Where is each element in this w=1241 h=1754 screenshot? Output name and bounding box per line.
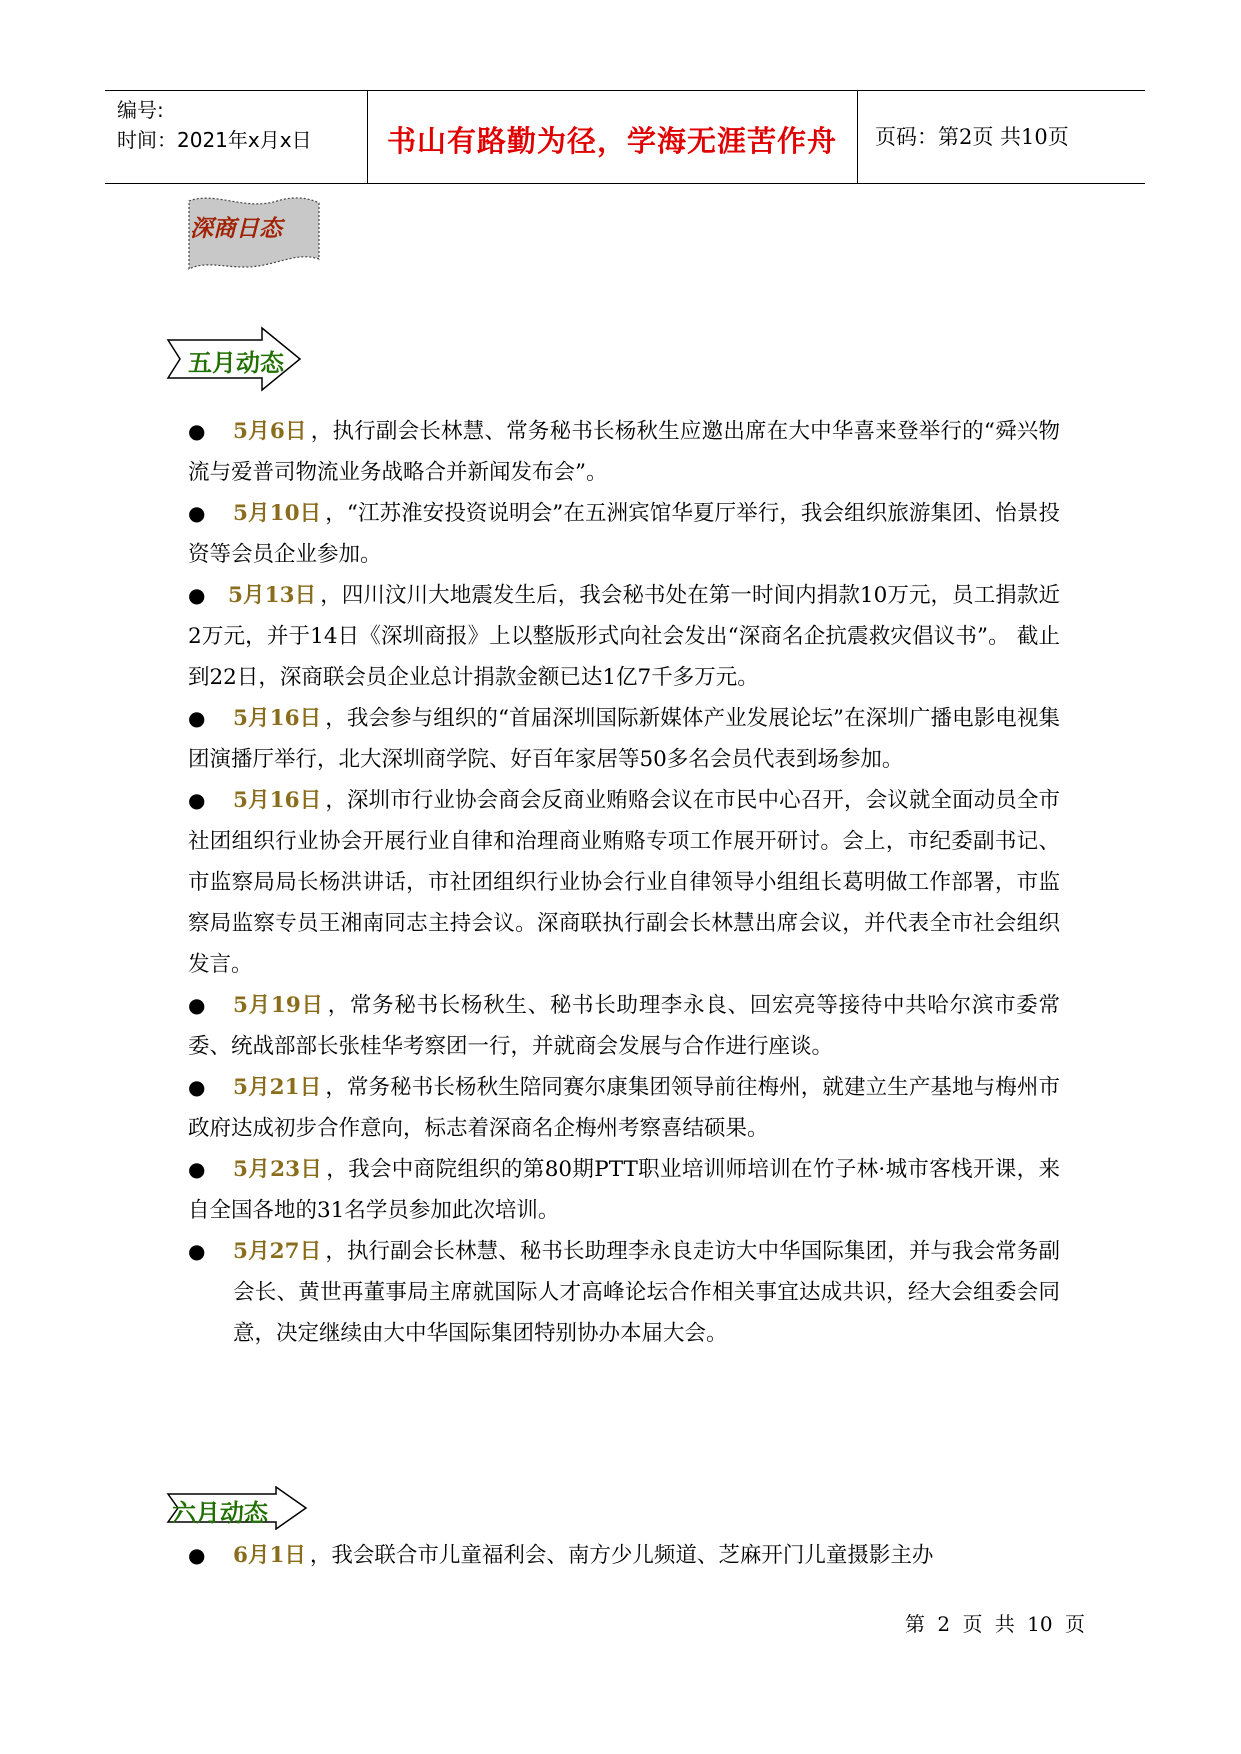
item-date: 5月6日 <box>233 419 307 444</box>
item-date: 5月19日 <box>233 993 324 1018</box>
item-date: 5月10日 <box>233 501 322 526</box>
bullet-icon: ● <box>188 1157 206 1181</box>
item-text: ，执行副会长林慧、常务秘书长杨秋生应邀出席在大中华喜来登举行的“舜兴物流与爱普司物流业务战略合并新闻发布会”。 <box>188 419 1061 485</box>
page-footer: 第 2 页 共 10 页 <box>905 1612 1085 1636</box>
list-item <box>188 1535 1060 1576</box>
list-item <box>188 698 1060 780</box>
list-item <box>188 1231 1060 1354</box>
section-title-may: 五月动态 <box>188 348 284 377</box>
list-item <box>188 1067 1060 1149</box>
header-page-number: 页码：第2页 共10页 <box>875 125 1069 149</box>
item-text: ，我会参与组织的“首届深圳国际新媒体产业发展论坛”在深圳广播电影电视集团演播厅举行，北大深圳商学院、好百年家居等50多名会员代表到场参加。 <box>188 706 1060 772</box>
news-list-june <box>188 1535 1060 1576</box>
item-date: 5月23日 <box>233 1157 323 1182</box>
list-item <box>188 780 1060 985</box>
page-header <box>105 90 1145 184</box>
item-text: ，我会中商院组织的第80期PTT职业培训师培训在竹子林·城市客栈开课，来自全国各地的31名学员参加此次培训。 <box>188 1157 1060 1223</box>
item-date: 5月21日 <box>233 1075 322 1100</box>
item-text: ，常务秘书长杨秋生陪同赛尔康集团领导前往梅州，就建立生产基地与梅州市政府达成初步合作意向，标志着深商名企梅州考察喜结硕果。 <box>188 1075 1060 1141</box>
item-text: ，深圳市行业协会商会反商业贿赂会议在市民中心召开，会议就全面动员全市社团组织行业协会开展行业自律和治理商业贿赂专项工作展开研讨。会上，市纪委副书记、市监察局局长杨洪讲话，市社团组织行业协会行业自律领导小组组长葛明做工作部署，市监察局监察专员王湘南同志主持会议。深商联执行副会长林慧出席会议，并代表全市社会组织发言。 <box>188 788 1060 977</box>
list-item <box>188 1149 1060 1231</box>
item-text: ，执行副会长林慧、秘书长助理李永良走访大中华国际集团，并与我会常务副会长、黄世再董事局主席就国际人才高峰论坛合作相关事宜达成共识，经大会组委会同意，决定继续由大中华国际集团特别协办本届大会。 <box>233 1239 1060 1346</box>
item-text: ，常务秘书长杨秋生、秘书长助理李永良、回宏亮等接待中共哈尔滨市委常委、统战部部长张桂华考察团一行，并就商会发展与合作进行座谈。 <box>188 993 1060 1059</box>
header-divider <box>857 91 858 183</box>
item-text: ，“江苏淮安投资说明会”在五洲宾馆华夏厅举行，我会组织旅游集团、怡景投资等会员企业参加。 <box>188 501 1060 567</box>
list-item <box>188 411 1060 493</box>
bullet-icon: ● <box>188 993 206 1017</box>
item-text: ，我会联合市儿童福利会、南方少儿频道、芝麻开门儿童摄影主办 <box>309 1543 934 1568</box>
list-item <box>188 493 1060 575</box>
item-date: 5月27日 <box>233 1239 322 1264</box>
list-item <box>188 575 1060 698</box>
item-date: 6月1日 <box>233 1543 306 1568</box>
bullet-icon: ● <box>188 706 206 730</box>
bullet-icon: ● <box>188 501 206 525</box>
item-date: 5月13日 <box>228 583 317 608</box>
bullet-icon: ● <box>188 1075 206 1099</box>
section-title-june: 六月动态 <box>172 1498 268 1527</box>
bullet-icon: ● <box>188 419 206 443</box>
bullet-icon: ● <box>188 788 206 812</box>
list-item <box>188 985 1060 1067</box>
document-time-label: 时间：2021年x月x日 <box>117 128 312 152</box>
item-date: 5月16日 <box>233 788 322 813</box>
bullet-icon: ● <box>188 1543 206 1567</box>
header-meta <box>117 95 312 155</box>
item-text: ，四川汶川大地震发生后，我会秘书处在第一时间内捐款10万元，员工捐款近2万元，并于14日《深圳商报》上以整版形式向社会发出“深商名企抗震救灾倡议书”。 截止到22日，深商联会员企业总计捐款金额已达1亿7千多万元。 <box>188 583 1060 690</box>
banner-title: 深商日态 <box>190 215 282 242</box>
news-list <box>188 411 1060 1354</box>
header-motto: 书山有路勤为径，学海无涯苦作舟 <box>386 124 837 158</box>
bullet-icon: ● <box>188 1239 206 1263</box>
document-number-label: 编号: <box>117 98 164 122</box>
bullet-icon: ● <box>188 583 206 607</box>
item-date: 5月16日 <box>233 706 322 731</box>
